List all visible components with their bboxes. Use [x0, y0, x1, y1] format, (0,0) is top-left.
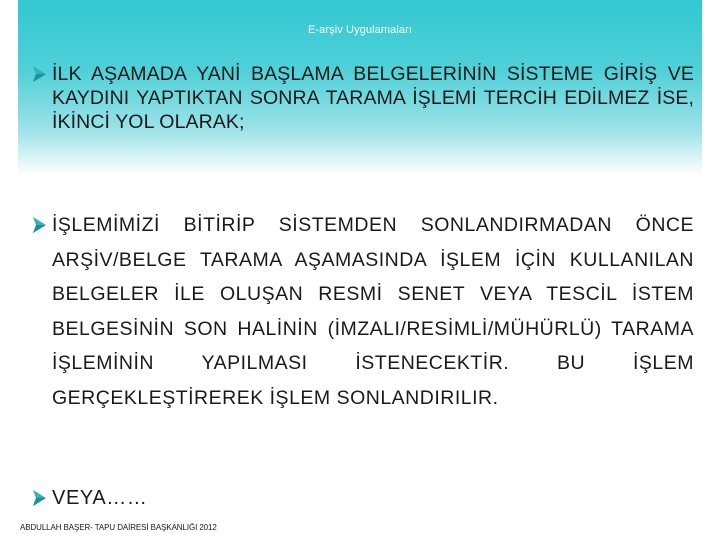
bullet-text-2: İŞLEMİMİZİ BİTİRİP SİSTEMDEN SONLANDIRMADAN ÖNCE ARŞİV/BELGE TARAMA AŞAMASINDA İŞLEM İÇİN KULLANILAN BELGELER İLE OLUŞAN RESMİ SENET VEYA TESCİL İSTEM BELGESİNİN SON HALİNİN (İMZALI/RESİMLİ/MÜHÜRLÜ) TARAMA İŞLEMİNİN YAPILMASI İSTENECEKTİR. BU İŞLEM GERÇEKLEŞTİREREK İŞLEM SONLANDIRILIR. [52, 214, 694, 409]
slide-header-title: E-arşiv Uygulamaları [307, 24, 413, 36]
arrow-bullet-icon [32, 213, 48, 237]
bullet-item-3 [34, 486, 694, 510]
arrow-bullet-icon [32, 62, 48, 86]
bullet-item-2 [34, 208, 694, 415]
footer-credit: ABDULLAH BAŞER- TAPU DAİRESİ BAŞKANLIĞI 2012 [20, 523, 217, 532]
bullet-text-3: VEYA…… [52, 487, 148, 509]
bullet-item-1 [34, 62, 694, 134]
bullet-text-1: İLK AŞAMADA YANİ BAŞLAMA BELGELERİNİN SİSTEME GİRİŞ VE KAYDINI YAPTIKTAN SONRA TARAMA İŞLEMİ TERCİH EDİLMEZ İSE, İKİNCİ YOL OLARAK; [52, 63, 694, 133]
arrow-bullet-icon [32, 486, 48, 510]
